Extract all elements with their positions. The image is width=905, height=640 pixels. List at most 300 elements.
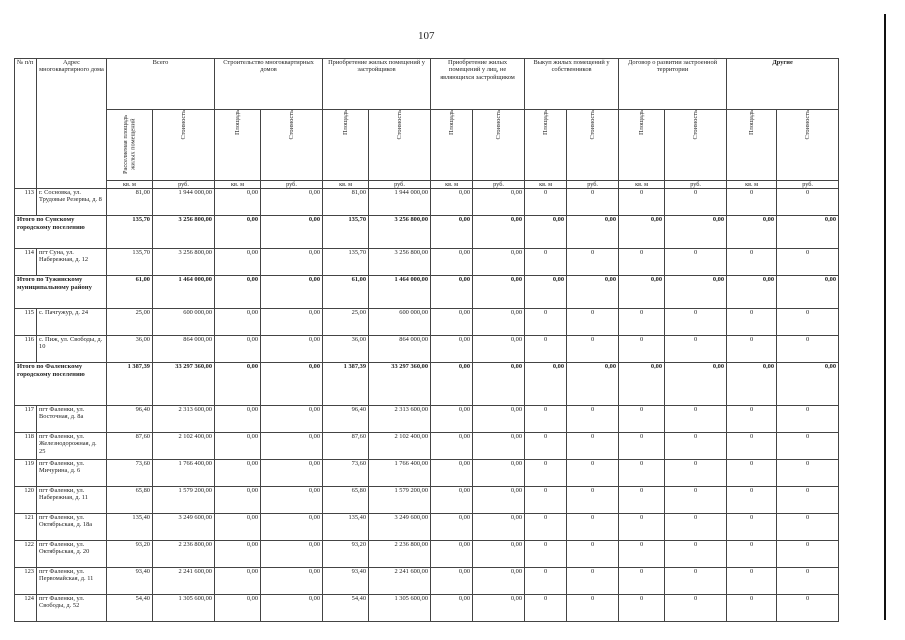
cell-area: 0 (619, 406, 665, 433)
cell-area: 0,00 (431, 595, 473, 622)
cell-cost: 2 236 800,00 (153, 541, 215, 568)
cell-area: 0,00 (431, 336, 473, 363)
cell-cost: 0,00 (665, 276, 727, 309)
subtotal-row (15, 216, 839, 249)
row-number: 117 (15, 406, 37, 433)
cell-area: 0,00 (431, 249, 473, 276)
subheader-resettled-area (107, 110, 153, 181)
group-header-construction: Строительство многоквартирных домов (215, 59, 323, 110)
col-no-header: № п/п (15, 59, 37, 189)
cell-cost: 0,00 (473, 595, 525, 622)
subheader-area-text: Площадь (341, 110, 349, 135)
cell-cost: 0 (777, 568, 839, 595)
subheader-area-text: Площадь (233, 110, 241, 135)
row-address: пгт Фаленки, ул. Восточная, д. 8а (37, 406, 107, 433)
cell-area: 0 (619, 514, 665, 541)
row-address: пгт Фаленки, ул. Железнодорожная, д. 25 (37, 433, 107, 460)
cell-area: 0 (619, 487, 665, 514)
cell-cost: 0 (777, 249, 839, 276)
cell-cost: 0,00 (261, 487, 323, 514)
unit-area: кв. м (323, 181, 369, 189)
cell-area: 0,00 (215, 460, 261, 487)
cell-area: 0,00 (525, 276, 567, 309)
cell-area: 0,00 (215, 276, 261, 309)
subheader-area (619, 110, 665, 181)
cell-area: 0 (727, 487, 777, 514)
cell-area: 0 (525, 309, 567, 336)
cell-area: 0,00 (215, 595, 261, 622)
cell-area: 0,00 (619, 363, 665, 406)
cell-cost: 3 256 800,00 (153, 249, 215, 276)
cell-area: 25,00 (107, 309, 153, 336)
cell-area: 0 (619, 249, 665, 276)
cell-cost: 0,00 (665, 363, 727, 406)
cell-cost: 0,00 (261, 336, 323, 363)
cell-cost: 1 944 000,00 (369, 189, 431, 216)
cell-area: 0 (727, 406, 777, 433)
unit-cost: руб. (369, 181, 431, 189)
cell-area: 0 (525, 336, 567, 363)
unit-cost: руб. (261, 181, 323, 189)
cell-cost: 33 297 360,00 (369, 363, 431, 406)
cell-cost: 3 256 800,00 (369, 249, 431, 276)
cell-area: 0,00 (431, 568, 473, 595)
cell-area: 0 (727, 433, 777, 460)
subheader-cost (153, 110, 215, 181)
cell-area: 0,00 (215, 363, 261, 406)
cell-area: 0,00 (215, 249, 261, 276)
cell-cost: 0 (665, 249, 727, 276)
row-address: с. Пиж, ул. Свободы, д. 10 (37, 336, 107, 363)
subheader-cost-text: Стоимость (803, 110, 811, 140)
cell-cost: 0,00 (473, 514, 525, 541)
cell-area: 73,60 (107, 460, 153, 487)
cell-area: 1 387,39 (323, 363, 369, 406)
cell-cost: 0 (665, 460, 727, 487)
cell-area: 0,00 (431, 276, 473, 309)
cell-area: 0,00 (215, 541, 261, 568)
cell-cost: 1 464 000,00 (369, 276, 431, 309)
cell-cost: 0,00 (261, 514, 323, 541)
cell-area: 0,00 (215, 189, 261, 216)
table-row (15, 433, 839, 460)
cell-area: 0 (619, 433, 665, 460)
cell-cost: 864 000,00 (153, 336, 215, 363)
cell-cost: 0 (567, 541, 619, 568)
cell-area: 0,00 (431, 487, 473, 514)
table-row (15, 460, 839, 487)
cell-cost: 0,00 (665, 216, 727, 249)
cell-cost: 0 (777, 189, 839, 216)
table-row (15, 249, 839, 276)
cell-cost: 0,00 (473, 189, 525, 216)
cell-area: 93,40 (107, 568, 153, 595)
subheader-cost-text: Стоимость (179, 110, 187, 140)
cell-cost: 0,00 (261, 460, 323, 487)
cell-area: 135,70 (323, 216, 369, 249)
cell-area: 0 (727, 309, 777, 336)
table-row (15, 595, 839, 622)
subheader-area (431, 110, 473, 181)
cell-area: 87,60 (107, 433, 153, 460)
group-header-nondeveloper-purchase: Приобретение жилых помещений у лиц, не являющихся застройщиком (431, 59, 525, 110)
cell-area: 0,00 (431, 514, 473, 541)
cell-cost: 0 (777, 406, 839, 433)
cell-cost: 2 241 600,00 (153, 568, 215, 595)
cell-cost: 1 766 400,00 (369, 460, 431, 487)
row-address: пгт Фаленки, ул. Октябрьская, д. 20 (37, 541, 107, 568)
cell-area: 0,00 (619, 216, 665, 249)
cell-cost: 0 (567, 460, 619, 487)
unit-area: кв. м (727, 181, 777, 189)
cell-area: 81,00 (107, 189, 153, 216)
row-number: 119 (15, 460, 37, 487)
cell-cost: 0 (665, 309, 727, 336)
cell-cost: 0 (665, 336, 727, 363)
cell-cost: 0 (567, 189, 619, 216)
cell-cost: 600 000,00 (153, 309, 215, 336)
cell-area: 0,00 (525, 216, 567, 249)
cell-cost: 1 464 000,00 (153, 276, 215, 309)
cell-area: 0,00 (431, 189, 473, 216)
unit-area: кв. м (619, 181, 665, 189)
group-header-territory-development: Договор о развитии застроенной территории (619, 59, 727, 110)
cell-cost: 0 (567, 309, 619, 336)
group-header-total: Всего (107, 59, 215, 110)
cell-cost: 0,00 (473, 249, 525, 276)
row-address: пгт Фаленки, ул. Свободы, д. 52 (37, 595, 107, 622)
cell-area: 0,00 (431, 216, 473, 249)
cell-area: 36,00 (107, 336, 153, 363)
row-address: пгт Фаленки, ул. Набережная, д. 11 (37, 487, 107, 514)
subheader-area-text: Площадь (447, 110, 455, 135)
cell-cost: 0,00 (261, 363, 323, 406)
cell-cost: 0,00 (473, 309, 525, 336)
subtotal-title: Итого по Тужинскому муниципальному району (15, 276, 107, 309)
row-number: 114 (15, 249, 37, 276)
cell-area: 81,00 (323, 189, 369, 216)
cell-cost: 1 305 600,00 (153, 595, 215, 622)
cell-cost: 3 249 600,00 (153, 514, 215, 541)
cell-area: 54,40 (107, 595, 153, 622)
cell-area: 0 (525, 406, 567, 433)
subheader-area (727, 110, 777, 181)
cell-area: 93,20 (323, 541, 369, 568)
row-address: пгт Фаленки, ул. Первомайская, д. 11 (37, 568, 107, 595)
cell-area: 0,00 (215, 568, 261, 595)
cell-cost: 0 (777, 309, 839, 336)
cell-area: 0 (727, 541, 777, 568)
cell-cost: 600 000,00 (369, 309, 431, 336)
cell-cost: 0 (665, 487, 727, 514)
cell-cost: 3 256 800,00 (369, 216, 431, 249)
subheader-cost (369, 110, 431, 181)
table-row (15, 541, 839, 568)
subheader-cost (665, 110, 727, 181)
subheader-area (215, 110, 261, 181)
resettlement-table (14, 58, 839, 622)
cell-cost: 0 (777, 541, 839, 568)
cell-area: 65,80 (323, 487, 369, 514)
cell-cost: 0 (777, 433, 839, 460)
cell-cost: 2 313 600,00 (153, 406, 215, 433)
cell-cost: 0 (777, 595, 839, 622)
subheader-cost-text: Стоимость (691, 110, 699, 140)
cell-area: 0,00 (431, 541, 473, 568)
table-row (15, 568, 839, 595)
cell-cost: 0 (567, 406, 619, 433)
row-number: 120 (15, 487, 37, 514)
table-row (15, 309, 839, 336)
row-address: г. Сосновка, ул. Трудовые Резервы, д. 8 (37, 189, 107, 216)
cell-cost: 0,00 (567, 276, 619, 309)
unit-area: кв. м (215, 181, 261, 189)
subtotal-row (15, 276, 839, 309)
cell-cost: 2 102 400,00 (153, 433, 215, 460)
cell-cost: 33 297 360,00 (153, 363, 215, 406)
row-number: 115 (15, 309, 37, 336)
cell-area: 96,40 (107, 406, 153, 433)
cell-area: 73,60 (323, 460, 369, 487)
cell-area: 135,40 (107, 514, 153, 541)
row-number: 121 (15, 514, 37, 541)
subheader-area (323, 110, 369, 181)
cell-area: 0 (525, 568, 567, 595)
group-header-developer-purchase: Приобретение жилых помещений у застройщиков (323, 59, 431, 110)
cell-area: 0,00 (215, 487, 261, 514)
cell-cost: 0 (567, 514, 619, 541)
cell-cost: 1 305 600,00 (369, 595, 431, 622)
subheader-area-text: Площадь (541, 110, 549, 135)
cell-cost: 0 (777, 514, 839, 541)
row-address: пгт Фаленки, ул. Мичурина, д. 6 (37, 460, 107, 487)
table-row (15, 189, 839, 216)
cell-cost: 0,00 (261, 568, 323, 595)
cell-cost: 0,00 (777, 216, 839, 249)
cell-cost: 0 (567, 433, 619, 460)
cell-area: 0 (525, 460, 567, 487)
group-header-other: Другие (727, 59, 839, 110)
cell-cost: 1 579 200,00 (369, 487, 431, 514)
cell-area: 1 387,39 (107, 363, 153, 406)
unit-cost: руб. (473, 181, 525, 189)
cell-area: 0 (727, 460, 777, 487)
cell-cost: 0,00 (261, 189, 323, 216)
cell-cost: 0,00 (261, 406, 323, 433)
cell-cost: 864 000,00 (369, 336, 431, 363)
cell-cost: 3 256 800,00 (153, 216, 215, 249)
cell-cost: 0 (567, 595, 619, 622)
cell-area: 135,70 (107, 249, 153, 276)
cell-area: 0,00 (215, 433, 261, 460)
cell-area: 93,40 (323, 568, 369, 595)
cell-area: 0,00 (215, 309, 261, 336)
cell-area: 0 (619, 309, 665, 336)
subheader-resettled-area-text: Расселяемая площадь жилых помещений (122, 114, 137, 174)
cell-cost: 0 (777, 460, 839, 487)
cell-cost: 0,00 (261, 433, 323, 460)
cell-cost: 2 236 800,00 (369, 541, 431, 568)
cell-cost: 1 766 400,00 (153, 460, 215, 487)
subheader-cost-text: Стоимость (287, 110, 295, 140)
unit-area: кв. м (525, 181, 567, 189)
cell-cost: 0 (665, 595, 727, 622)
cell-cost: 0 (567, 568, 619, 595)
subheader-cost (261, 110, 323, 181)
row-number: 116 (15, 336, 37, 363)
cell-area: 0 (619, 541, 665, 568)
unit-cost: руб. (567, 181, 619, 189)
cell-area: 61,00 (323, 276, 369, 309)
cell-area: 0 (525, 249, 567, 276)
cell-area: 0,00 (727, 363, 777, 406)
row-number: 124 (15, 595, 37, 622)
cell-cost: 2 313 600,00 (369, 406, 431, 433)
cell-cost: 0,00 (261, 595, 323, 622)
cell-cost: 0 (567, 249, 619, 276)
subheader-cost-text: Стоимость (395, 110, 403, 140)
cell-area: 0 (727, 568, 777, 595)
cell-cost: 0,00 (567, 216, 619, 249)
row-address: с. Пачгужур, д. 24 (37, 309, 107, 336)
subtotal-title: Итого по Сунскому городскому поселению (15, 216, 107, 249)
cell-area: 0,00 (727, 276, 777, 309)
unit-area: кв. м (107, 181, 153, 189)
cell-cost: 0 (665, 568, 727, 595)
cell-cost: 0,00 (261, 276, 323, 309)
cell-area: 0,00 (431, 460, 473, 487)
group-header-buyout: Выкуп жилых помещений у собственников (525, 59, 619, 110)
cell-area: 0,00 (215, 514, 261, 541)
cell-cost: 2 102 400,00 (369, 433, 431, 460)
cell-area: 0 (619, 189, 665, 216)
table-row (15, 406, 839, 433)
cell-cost: 0 (665, 189, 727, 216)
cell-cost: 0,00 (261, 216, 323, 249)
cell-cost: 0,00 (777, 276, 839, 309)
cell-cost: 0,00 (473, 541, 525, 568)
cell-area: 0 (525, 487, 567, 514)
row-number: 122 (15, 541, 37, 568)
subheader-cost-text: Стоимость (494, 110, 502, 140)
row-address: пгт Фаленки, ул. Октябрьская, д. 18а (37, 514, 107, 541)
table-body (15, 189, 839, 622)
cell-area: 0,00 (431, 363, 473, 406)
cell-area: 0 (619, 595, 665, 622)
subheader-cost (567, 110, 619, 181)
subheader-cost (473, 110, 525, 181)
cell-cost: 0,00 (473, 363, 525, 406)
cell-area: 0,00 (215, 216, 261, 249)
cell-cost: 0,00 (473, 406, 525, 433)
cell-cost: 0 (665, 406, 727, 433)
cell-area: 0,00 (431, 406, 473, 433)
subtotal-title: Итого по Фаленскому городскому поселению (15, 363, 107, 406)
cell-cost: 0,00 (473, 460, 525, 487)
cell-cost: 0,00 (473, 216, 525, 249)
cell-cost: 1 579 200,00 (153, 487, 215, 514)
cell-cost: 0 (665, 514, 727, 541)
table-row (15, 514, 839, 541)
cell-area: 0 (525, 514, 567, 541)
cell-cost: 0,00 (261, 309, 323, 336)
unit-cost: руб. (153, 181, 215, 189)
cell-cost: 0,00 (777, 363, 839, 406)
cell-area: 0 (525, 189, 567, 216)
subheader-area (525, 110, 567, 181)
cell-area: 87,60 (323, 433, 369, 460)
subheader-area-text: Площадь (747, 110, 755, 135)
cell-area: 0 (619, 336, 665, 363)
cell-area: 0,00 (619, 276, 665, 309)
cell-area: 0 (525, 541, 567, 568)
unit-area: кв. м (431, 181, 473, 189)
cell-area: 0,00 (431, 309, 473, 336)
cell-cost: 1 944 000,00 (153, 189, 215, 216)
col-address-header: Адрес многоквартирного дома (37, 59, 107, 189)
subtotal-row (15, 363, 839, 406)
cell-area: 61,00 (107, 276, 153, 309)
subheader-area-text: Площадь (637, 110, 645, 135)
cell-area: 0,00 (215, 336, 261, 363)
row-address: пгт Суна, ул. Набережная, д. 12 (37, 249, 107, 276)
cell-cost: 0,00 (473, 433, 525, 460)
cell-area: 0 (525, 433, 567, 460)
cell-cost: 0,00 (567, 363, 619, 406)
cell-cost: 2 241 600,00 (369, 568, 431, 595)
cell-area: 0,00 (215, 406, 261, 433)
cell-area: 0 (727, 336, 777, 363)
cell-cost: 0,00 (473, 276, 525, 309)
cell-area: 0 (525, 595, 567, 622)
cell-area: 25,00 (323, 309, 369, 336)
cell-area: 54,40 (323, 595, 369, 622)
scan-edge-line (884, 14, 886, 620)
unit-cost: руб. (665, 181, 727, 189)
cell-cost: 3 249 600,00 (369, 514, 431, 541)
page-number: 107 (418, 30, 435, 42)
cell-area: 135,70 (323, 249, 369, 276)
cell-cost: 0,00 (261, 541, 323, 568)
cell-area: 0,00 (525, 363, 567, 406)
table-row (15, 487, 839, 514)
cell-area: 0 (727, 595, 777, 622)
row-number: 123 (15, 568, 37, 595)
subheader-cost-text: Стоимость (588, 110, 596, 140)
cell-area: 0 (619, 460, 665, 487)
cell-cost: 0 (665, 541, 727, 568)
cell-area: 0 (619, 568, 665, 595)
cell-area: 0,00 (727, 216, 777, 249)
cell-area: 96,40 (323, 406, 369, 433)
cell-area: 0 (727, 514, 777, 541)
cell-area: 65,80 (107, 487, 153, 514)
cell-area: 36,00 (323, 336, 369, 363)
cell-cost: 0,00 (473, 487, 525, 514)
cell-cost: 0 (665, 433, 727, 460)
cell-area: 0 (727, 249, 777, 276)
unit-cost: руб. (777, 181, 839, 189)
cell-area: 0,00 (431, 433, 473, 460)
cell-cost: 0 (777, 336, 839, 363)
table-row (15, 336, 839, 363)
cell-cost: 0,00 (261, 249, 323, 276)
subheader-cost (777, 110, 839, 181)
cell-cost: 0 (567, 336, 619, 363)
cell-cost: 0 (777, 487, 839, 514)
cell-cost: 0,00 (473, 336, 525, 363)
cell-cost: 0,00 (473, 568, 525, 595)
